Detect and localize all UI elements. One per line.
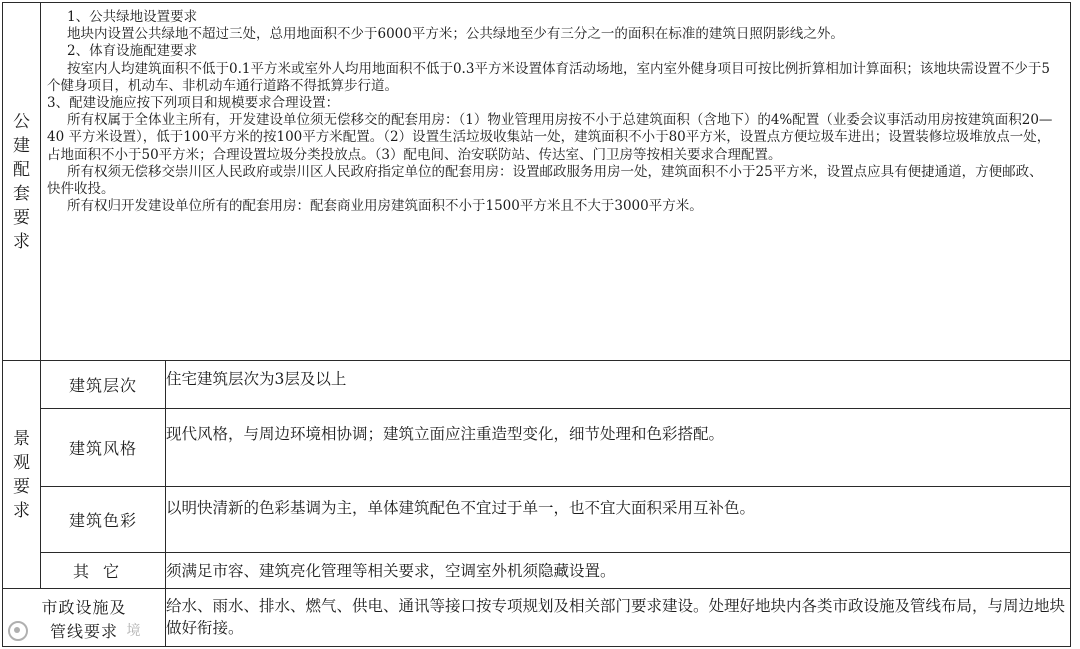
- value-building-color: 以明快清新的色彩基调为主，单体建筑配色不宜过于单一，也不宜大面积采用互补色。: [166, 487, 1071, 553]
- row-building-style: [3, 409, 1071, 487]
- category-building-levels: 建筑层次: [41, 361, 166, 409]
- row-building-levels: [3, 361, 1071, 409]
- row-other: [3, 553, 1071, 589]
- section-label-public-facilities: 公 建 配 套 要 求: [3, 3, 41, 361]
- value-municipal: 给水、雨水、排水、燃气、供电、通讯等接口按专项规划及相关部门要求建设。处理好地块内各类市政设施及管线布局，与周边地块做好衔接。: [166, 589, 1071, 647]
- paragraph-government-facilities: 所有权须无偿移交崇川区人民政府或崇川区人民政府指定单位的配套用房：设置邮政服务用房一处，建筑面积不小于25平方米，设置点应具有便捷通道，方便邮政、快件收投。: [47, 163, 1043, 198]
- category-building-style: 建筑风格: [41, 409, 166, 487]
- public-facilities-content: [41, 3, 1071, 361]
- watermark-text: 境: [126, 623, 143, 639]
- value-other: 须满足市容、建筑亮化管理等相关要求，空调室外机须隐藏设置。: [166, 553, 1071, 589]
- heading-sports-facilities: 2、体育设施配建要求: [67, 43, 198, 60]
- paragraph-green-space: 地块内设置公共绿地不超过三处，总用地面积不少于6000平方米；公共绿地至少有三分之一的面积在标准的建筑日照阴影线之外。: [67, 26, 844, 43]
- category-building-color: 建筑色彩: [41, 487, 166, 553]
- requirements-table: [2, 2, 1071, 647]
- value-building-levels: 住宅建筑层次为3层及以上: [166, 361, 1071, 409]
- category-other: 其它: [41, 553, 166, 589]
- row-municipal: [3, 589, 1071, 647]
- paragraph-owner-facilities: 所有权属于全体业主所有，开发建设单位须无偿移交的配套用房：（1）物业管理用房按不小于总建筑面积（含地下）的4%配置（业委会议事活动用房按建筑面积20—40 平方米设置），低于100平方米的按100平方米配置。（2）设置生活垃圾收集站一处，建筑面积不小于80平方米，设置点方便垃圾车进出；设置装修垃圾堆放点一处，占地面积不小于50平方米；合理设置垃圾分类投放点。（3）配电间、治安联防站、传达室、门卫房等按相关要求合理配置。: [47, 112, 1053, 163]
- heading-green-space: 1、公共绿地设置要求: [67, 9, 198, 25]
- paragraph-developer-facilities: 所有权归开发建设单位所有的配套用房：配套商业用房建筑面积不小于1500平方米且不大于3000平方米。: [67, 198, 703, 215]
- section-label-landscape: 景 观 要 求: [3, 361, 41, 589]
- heading-supporting-facilities: 3、配建设施应按下列项目和规模要求合理设置：: [47, 95, 340, 112]
- value-building-style: 现代风格，与周边环境相协调；建筑立面应注重造型变化，细节处理和色彩搭配。: [166, 409, 1071, 487]
- paragraph-sports-facilities: 按室内人均建筑面积不低于0.1平方米或室外人均用地面积不低于0.3平方米设置体育活动场地，室内室外健身项目可按比例折算相加计算面积；该地块需设置不少于5个健身项目，机动车、非机动车通行道路不得抵算步行道。: [47, 60, 1051, 94]
- category-municipal: 市政设施及 管线要求: [3, 589, 166, 647]
- section-public-facilities: [3, 3, 1071, 361]
- row-building-color: [3, 487, 1071, 553]
- watermark-logo-icon: [8, 621, 28, 641]
- watermark: [8, 620, 142, 641]
